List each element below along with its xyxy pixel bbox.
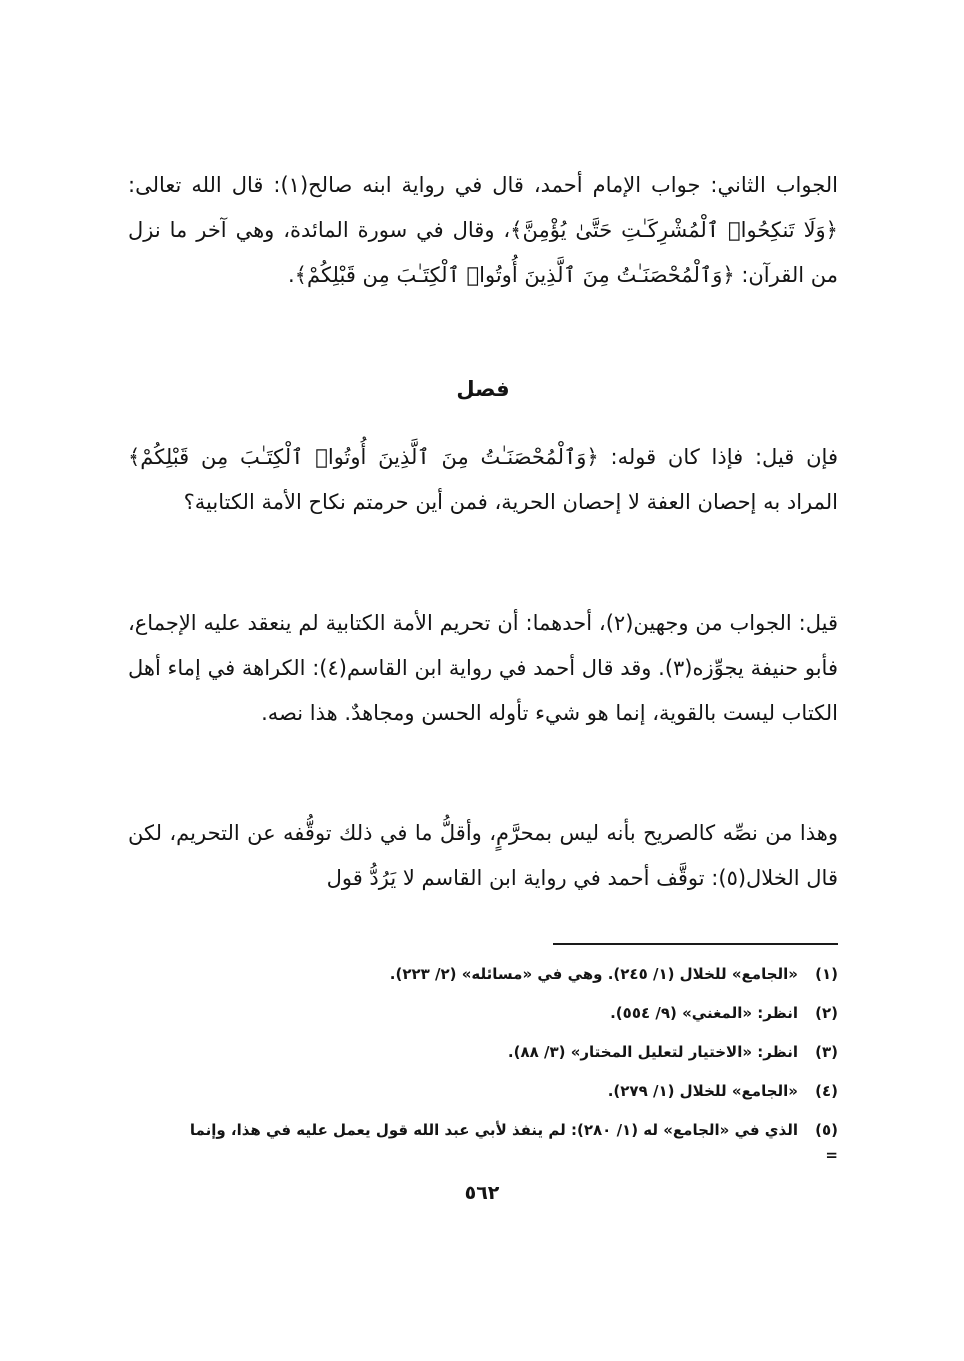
footnote-continuation-mark: =: [825, 1146, 838, 1164]
footnote-text: «الجامع» للخلال (١/ ٢٤٥). وهي في «مسائله» (٢/ ٢٢٣).: [389, 965, 798, 983]
paragraph-4: [128, 811, 838, 901]
paragraph-4-text: وهذا من نصِّه كالصريح بأنه ليس بمحرَّمٍ، وأقلُّ ما في ذلك توقُّفه عن التحريم، لكن قال الخلال(٥): توقَّف أحمد في رواية ابن القاسم لا يَرُدُّ قول: [128, 821, 838, 890]
footnote-number: (٣): [815, 1043, 838, 1061]
page-number: ٥٦٢: [464, 1182, 500, 1204]
footnote-number: (٢): [815, 1004, 838, 1022]
footnote-number: (٤): [815, 1082, 838, 1100]
footnotes: [128, 955, 838, 1164]
paragraph-1: [128, 163, 838, 298]
footnote-item: [128, 1033, 838, 1072]
footnote-item: [128, 1072, 838, 1111]
footnote-text: «الجامع» للخلال (١/ ٢٧٩).: [607, 1082, 798, 1100]
footnote-text: انظر: «المغني» (٩/ ٥٥٤).: [610, 1004, 798, 1022]
paragraph-2-text: فإن قيل: فإذا كان قوله: ﴿وَٱلْمُحْصَنَـٰتُ مِنَ ٱلَّذِينَ أُوتُوا۟ ٱلْكِتَـٰبَ مِن قَبْلِكُمْ﴾ المراد به إحصان العفة لا إحصان الحرية، فمن أين حرمتم نكاح الأمة الكتابية؟: [128, 445, 838, 514]
footnote-number: (١): [815, 965, 838, 983]
footnote-number: (٥): [815, 1121, 838, 1139]
paragraph-3-text: قيل: الجواب من وجهين(٢)، أحدهما: أن تحريم الأمة الكتابية لم ينعقد عليه الإجماع، فأبو حنيفة يجوِّزه(٣). وقد قال أحمد في رواية ابن القاسم(٤): الكراهة في إماء أهل الكتاب ليست بالقوية، إنما هو شيء تأوله الحسن ومجاهدٌ. هذا نصه.: [128, 611, 838, 725]
footnote-item: [128, 994, 838, 1033]
section-heading: فصل: [456, 377, 510, 401]
footnote-text: الذي في «الجامع» له (١/ ٢٨٠): لم ينفذ لأبي عبد الله قول يعمل عليه في هذا، وإنما: [189, 1121, 798, 1139]
footnote-text: انظر: «الاختيار لتعليل المختار» (٣/ ٨٨).: [507, 1043, 798, 1061]
footnote-item: [128, 1111, 838, 1150]
paragraph-2: [128, 435, 838, 525]
paragraph-1-text: الجواب الثاني: جواب الإمام أحمد، قال في رواية ابنه صالح(١): قال الله تعالى: ﴿وَلَا تَنكِحُوا۟ ٱلْمُشْرِكَـٰتِ حَتَّىٰ يُؤْمِنَّ﴾، وقال في سورة المائدة، وهي آخر ما نزل من القرآن: ﴿وَٱلْمُحْصَنَـٰتُ مِنَ ٱلَّذِينَ أُوتُوا۟ ٱلْكِتَـٰبَ مِن قَبْلِكُمْ﴾.: [128, 173, 838, 287]
footnote-item: [128, 955, 838, 994]
paragraph-3: [128, 601, 838, 736]
footnote-separator: [553, 943, 838, 945]
